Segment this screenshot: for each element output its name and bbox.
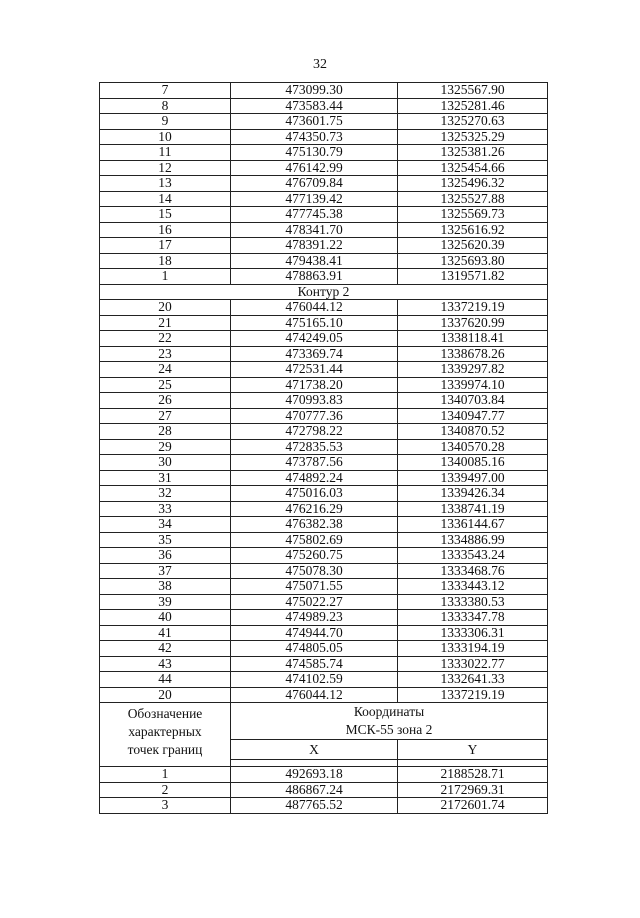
x-coordinate-cell: 473099.30 (231, 83, 398, 99)
x-coordinate-cell: 476216.29 (231, 501, 398, 517)
point-number-cell: 35 (100, 532, 231, 548)
point-number-cell: 16 (100, 222, 231, 238)
point-number-cell: 15 (100, 207, 231, 223)
y-coordinate-cell: 1339426.34 (398, 486, 548, 502)
point-number-cell: 8 (100, 98, 231, 114)
x-coordinate-cell: 479438.41 (231, 253, 398, 269)
table-row (100, 424, 548, 440)
x-coordinate-cell: 475165.10 (231, 315, 398, 331)
x-coordinate-cell: 474350.73 (231, 129, 398, 145)
table-row (100, 129, 548, 145)
point-number-cell: 27 (100, 408, 231, 424)
point-number-cell: 30 (100, 455, 231, 471)
x-coordinate-cell: 475130.79 (231, 145, 398, 161)
point-number-cell: 43 (100, 656, 231, 672)
y-column-header: Y (398, 740, 548, 760)
y-coordinate-cell: 2188528.71 (398, 767, 548, 783)
table-row (100, 798, 548, 814)
point-number-cell: 39 (100, 594, 231, 610)
y-coordinate-cell: 1333543.24 (398, 548, 548, 564)
y-coordinate-cell: 1337219.19 (398, 300, 548, 316)
point-number-cell: 41 (100, 625, 231, 641)
x-coordinate-cell: 472835.53 (231, 439, 398, 455)
table-row (100, 548, 548, 564)
msk-rows (100, 767, 548, 814)
x-coordinate-cell: 472798.22 (231, 424, 398, 440)
x-coordinate-cell: 473601.75 (231, 114, 398, 130)
table-row (100, 83, 548, 99)
points-header-line3: точек границ (127, 742, 203, 757)
y-coordinate-cell: 1333468.76 (398, 563, 548, 579)
x-coordinate-cell: 486867.24 (231, 782, 398, 798)
y-coordinate-cell: 1325325.29 (398, 129, 548, 145)
table-row (100, 594, 548, 610)
point-number-cell: 2 (100, 782, 231, 798)
table-row (100, 408, 548, 424)
table-row (100, 672, 548, 688)
x-coordinate-cell: 473369.74 (231, 346, 398, 362)
x-coordinate-cell: 475260.75 (231, 548, 398, 564)
x-coordinate-cell: 474102.59 (231, 672, 398, 688)
table-row (100, 160, 548, 176)
table-row (100, 207, 548, 223)
table-row (100, 222, 548, 238)
point-number-cell: 12 (100, 160, 231, 176)
x-coordinate-cell: 477745.38 (231, 207, 398, 223)
x-coordinate-cell: 471738.20 (231, 377, 398, 393)
y-coordinate-cell: 2172969.31 (398, 782, 548, 798)
point-number-cell: 1 (100, 767, 231, 783)
table-row (100, 253, 548, 269)
x-coordinate-cell: 475071.55 (231, 579, 398, 595)
x-coordinate-cell: 478341.70 (231, 222, 398, 238)
table-row (100, 501, 548, 517)
point-number-cell: 33 (100, 501, 231, 517)
x-coordinate-cell: 478391.22 (231, 238, 398, 254)
y-coordinate-cell: 1339297.82 (398, 362, 548, 378)
y-coordinate-cell: 1338678.26 (398, 346, 548, 362)
y-coordinate-cell: 1333194.19 (398, 641, 548, 657)
x-coordinate-cell: 473583.44 (231, 98, 398, 114)
y-coordinate-cell: 1333443.12 (398, 579, 548, 595)
y-coordinate-cell: 1334886.99 (398, 532, 548, 548)
point-number-cell: 28 (100, 424, 231, 440)
table-row (100, 782, 548, 798)
y-coordinate-cell: 1333380.53 (398, 594, 548, 610)
table-row (100, 300, 548, 316)
x-coordinate-cell: 476142.99 (231, 160, 398, 176)
y-coordinate-cell: 1325569.73 (398, 207, 548, 223)
table-row (100, 656, 548, 672)
y-coordinate-cell: 1325527.88 (398, 191, 548, 207)
point-number-cell: 20 (100, 300, 231, 316)
point-number-cell: 10 (100, 129, 231, 145)
point-number-cell: 25 (100, 377, 231, 393)
x-coordinate-cell: 474944.70 (231, 625, 398, 641)
coordinates-header-line2: МСК-55 зона 2 (345, 722, 433, 737)
x-coordinate-cell: 476382.38 (231, 517, 398, 533)
coordinates-table (99, 82, 548, 814)
y-coordinate-cell: 1333022.77 (398, 656, 548, 672)
table-row (100, 532, 548, 548)
point-number-cell: 32 (100, 486, 231, 502)
point-number-cell: 44 (100, 672, 231, 688)
y-coordinate-cell: 1325270.63 (398, 114, 548, 130)
table-row (100, 767, 548, 783)
table-row (100, 331, 548, 347)
table-row (100, 114, 548, 130)
y-coordinate-cell: 1340703.84 (398, 393, 548, 409)
x-coordinate-cell: 475802.69 (231, 532, 398, 548)
y-coordinate-cell: 1325567.90 (398, 83, 548, 99)
contour2-label: Контур 2 (100, 284, 548, 300)
x-coordinate-cell: 475078.30 (231, 563, 398, 579)
y-coordinate-cell: 1340570.28 (398, 439, 548, 455)
x-coordinate-cell: 475022.27 (231, 594, 398, 610)
coordinates-header (231, 703, 548, 740)
table-row (100, 517, 548, 533)
x-coordinate-cell: 470777.36 (231, 408, 398, 424)
x-coordinate-cell: 477139.42 (231, 191, 398, 207)
contour2-rows (100, 300, 548, 703)
x-coordinate-cell: 472531.44 (231, 362, 398, 378)
y-coordinate-cell: 1319571.82 (398, 269, 548, 285)
points-header-line2: характерных (128, 724, 202, 739)
y-coordinate-cell: 1325616.92 (398, 222, 548, 238)
table-row (100, 641, 548, 657)
x-coordinate-cell: 474249.05 (231, 331, 398, 347)
contour-label-row (100, 284, 548, 300)
point-number-cell: 20 (100, 687, 231, 703)
points-header-line1: Обозначение (127, 706, 203, 721)
msk-header-row (100, 703, 548, 740)
y-coordinate-cell: 1333347.78 (398, 610, 548, 626)
table-row (100, 625, 548, 641)
table-row (100, 176, 548, 192)
point-number-cell: 23 (100, 346, 231, 362)
y-coordinate-cell: 1325620.39 (398, 238, 548, 254)
point-number-cell: 7 (100, 83, 231, 99)
x-column-header: X (231, 740, 398, 760)
y-coordinate-cell: 1338118.41 (398, 331, 548, 347)
point-number-cell: 40 (100, 610, 231, 626)
table-row (100, 98, 548, 114)
point-number-cell: 21 (100, 315, 231, 331)
point-number-cell: 18 (100, 253, 231, 269)
x-coordinate-cell: 474989.23 (231, 610, 398, 626)
x-coordinate-cell: 476709.84 (231, 176, 398, 192)
y-coordinate-cell: 2172601.74 (398, 798, 548, 814)
x-coordinate-cell: 474585.74 (231, 656, 398, 672)
y-coordinate-cell: 1340085.16 (398, 455, 548, 471)
point-number-cell: 13 (100, 176, 231, 192)
table-row (100, 687, 548, 703)
table-row (100, 269, 548, 285)
y-coordinate-cell: 1325693.80 (398, 253, 548, 269)
y-coordinate-cell: 1339497.00 (398, 470, 548, 486)
table-row (100, 346, 548, 362)
x-coordinate-cell: 487765.52 (231, 798, 398, 814)
table-row (100, 315, 548, 331)
coordinates-table-wrap (99, 82, 547, 814)
points-column-header (100, 703, 231, 767)
y-coordinate-cell: 1337219.19 (398, 687, 548, 703)
table-row (100, 455, 548, 471)
contour2-section (100, 284, 548, 300)
y-coordinate-cell: 1325281.46 (398, 98, 548, 114)
y-coordinate-cell: 1338741.19 (398, 501, 548, 517)
y-coordinate-cell: 1337620.99 (398, 315, 548, 331)
y-coordinate-cell: 1340870.52 (398, 424, 548, 440)
msk-header (100, 703, 548, 767)
y-coordinate-cell: 1339974.10 (398, 377, 548, 393)
point-number-cell: 14 (100, 191, 231, 207)
table-row (100, 238, 548, 254)
table-row (100, 377, 548, 393)
coordinates-header-line1: Координаты (353, 704, 425, 719)
x-coordinate-cell: 476044.12 (231, 687, 398, 703)
table-row (100, 563, 548, 579)
x-coordinate-cell: 474805.05 (231, 641, 398, 657)
y-coordinate-cell: 1333306.31 (398, 625, 548, 641)
table-row (100, 191, 548, 207)
point-number-cell: 34 (100, 517, 231, 533)
y-coordinate-cell: 1340947.77 (398, 408, 548, 424)
point-number-cell: 36 (100, 548, 231, 564)
table-row (100, 362, 548, 378)
x-coordinate-cell: 476044.12 (231, 300, 398, 316)
page-number: 32 (313, 57, 327, 72)
y-coordinate-cell: 1325454.66 (398, 160, 548, 176)
y-coordinate-cell: 1332641.33 (398, 672, 548, 688)
table-row (100, 470, 548, 486)
contour1-rows (100, 83, 548, 285)
x-coordinate-cell: 473787.56 (231, 455, 398, 471)
point-number-cell: 22 (100, 331, 231, 347)
point-number-cell: 38 (100, 579, 231, 595)
point-number-cell: 42 (100, 641, 231, 657)
point-number-cell: 24 (100, 362, 231, 378)
table-row (100, 439, 548, 455)
table-row (100, 486, 548, 502)
point-number-cell: 9 (100, 114, 231, 130)
x-coordinate-cell: 492693.18 (231, 767, 398, 783)
point-number-cell: 31 (100, 470, 231, 486)
y-coordinate-cell: 1325496.32 (398, 176, 548, 192)
table-row (100, 145, 548, 161)
x-coordinate-cell: 470993.83 (231, 393, 398, 409)
x-coordinate-cell: 475016.03 (231, 486, 398, 502)
point-number-cell: 26 (100, 393, 231, 409)
point-number-cell: 1 (100, 269, 231, 285)
point-number-cell: 17 (100, 238, 231, 254)
point-number-cell: 29 (100, 439, 231, 455)
y-coordinate-cell: 1336144.67 (398, 517, 548, 533)
x-coordinate-cell: 474892.24 (231, 470, 398, 486)
point-number-cell: 37 (100, 563, 231, 579)
x-coordinate-cell: 478863.91 (231, 269, 398, 285)
y-coordinate-cell: 1325381.26 (398, 145, 548, 161)
point-number-cell: 3 (100, 798, 231, 814)
table-row (100, 579, 548, 595)
table-row (100, 610, 548, 626)
table-row (100, 393, 548, 409)
point-number-cell: 11 (100, 145, 231, 161)
